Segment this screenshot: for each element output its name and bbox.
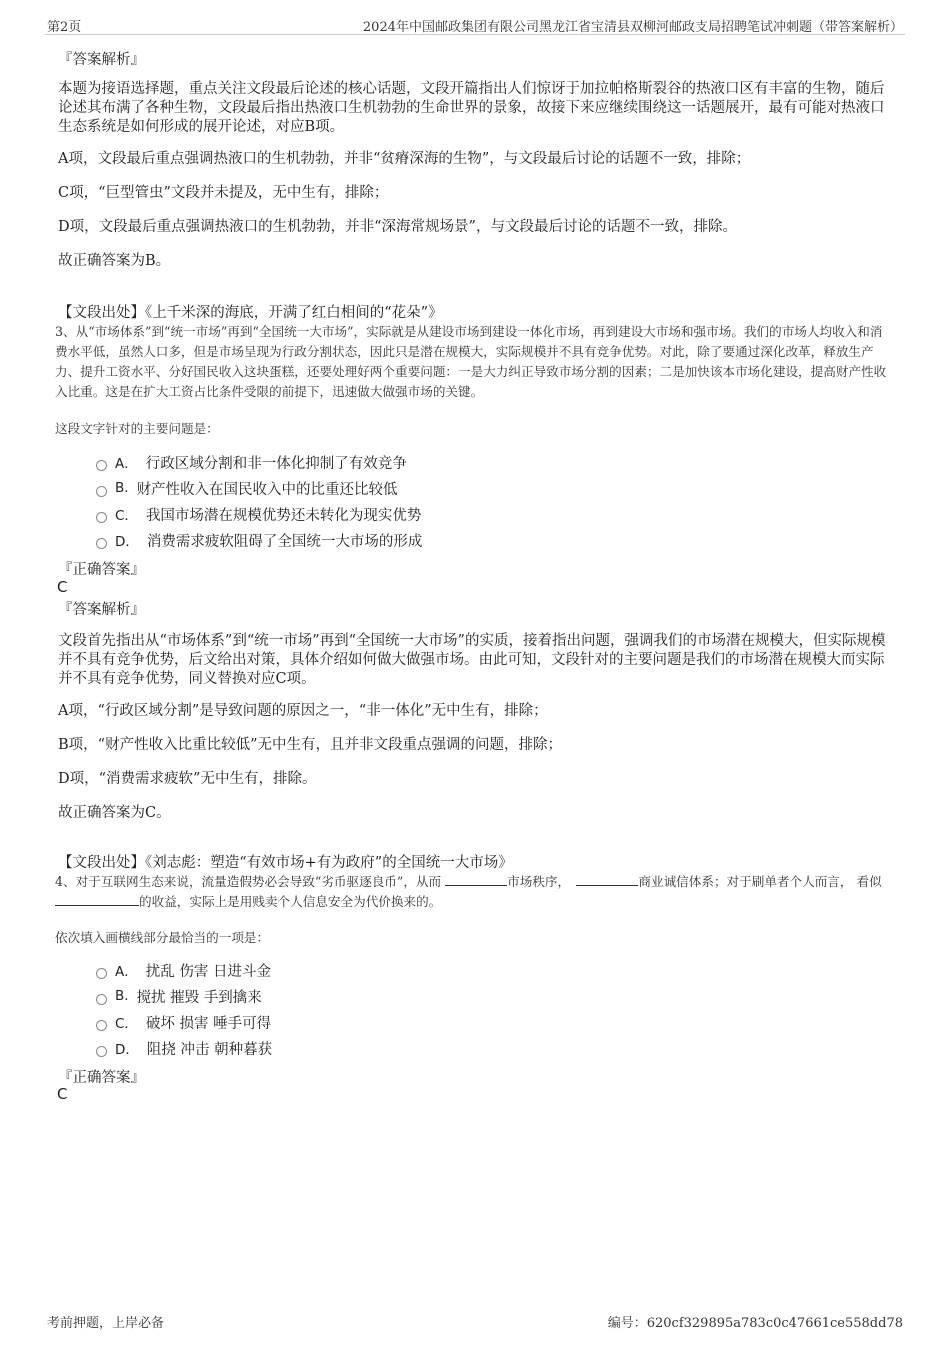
q2-conclusion: 故正确答案为B。	[58, 253, 171, 269]
blank-3[interactable]	[55, 893, 139, 906]
q2-analysis: 本题为接语选择题，重点关注文段最后论述的核心话题，文段开篇指出人们惊讶于加拉帕格斯裂谷的热液口区有丰富的生物，随后论述其布满了各种生物，文段最后指出热液口生机勃勃的生命世界的景象，故接下来应继续围绕这一话题展开，最有可能对热液口生态系统是如何形成的展开论述，对应B项。	[58, 81, 885, 135]
q3-option-a[interactable]: A． 行政区域分割和非一体化抑制了有效竞争	[96, 452, 407, 472]
footer-slogan: 考前押题，上岸必备	[47, 1316, 165, 1331]
page-number: 第2页	[47, 20, 82, 35]
radio-icon[interactable]	[96, 994, 107, 1005]
q3-prompt: 这段文字针对的主要问题是：	[55, 421, 219, 436]
q4-option-c[interactable]: C． 破坏 损害 唾手可得	[96, 1012, 271, 1032]
q4-prompt: 依次填入画横线部分最恰当的一项是：	[55, 930, 270, 945]
document-id: 编号：620cf329895a783c0c47661ce558dd78	[607, 1316, 903, 1331]
radio-icon[interactable]	[96, 1046, 107, 1057]
q3-option-a-analysis: A项，“行政区域分割”是导致问题的原因之一，“非一体化”无中生有，排除；	[58, 703, 548, 719]
q2-analysis-label: 『答案解析』	[58, 52, 145, 68]
q3-answer: C	[57, 578, 68, 596]
q3-passage: 3、从“市场体系”到“统一市场”再到“全国统一大市场”，实际就是从建设市场到建设一体化市场，再到建设大市场和强市场。我们的市场人均收入和消费水平低，虽然人口多，但是市场呈现为行政分割状态，因此只是潜在规模大，实际规模并不具有竞争优势。对此，除了要通过深化改革，释放生产力、提升工资水平、分好国民收入这块蛋糕，还要处理好两个重要问题：一是大力纠正导致市场分割的因素；二是加快该本市场化建设，提高财产性收入比重。这是在扩大工资占比条件受限的前提下，迅速做大做强市场的关键。	[55, 324, 887, 399]
radio-icon[interactable]	[96, 460, 107, 471]
q3-option-c[interactable]: C． 我国市场潜在规模优势还未转化为现实优势	[96, 504, 421, 524]
q4-answer: C	[57, 1085, 68, 1103]
q3-conclusion: 故正确答案为C。	[58, 805, 171, 821]
q3-analysis-label: 『答案解析』	[58, 602, 145, 618]
q2-option-c-analysis: C项，“巨型管虫”文段并未提及，无中生有，排除；	[58, 185, 389, 201]
blank-2[interactable]	[576, 873, 638, 886]
q4-option-d[interactable]: D． 阻挠 冲击 朝种暮获	[96, 1038, 272, 1058]
q2-option-a-analysis: A项，文段最后重点强调热液口的生机勃勃，并非“贫瘠深海的生物”，与文段最后讨论的话题不一致，排除；	[58, 151, 751, 167]
radio-icon[interactable]	[96, 538, 107, 549]
q3-analysis: 文段首先指出从“市场体系”到“统一市场”再到“全国统一大市场”的实质，接着指出问题，强调我们的市场潜在规模大，但实际规模并不具有竞争优势，后文给出对策，具体介绍如何做大做强市场。由此可知，文段针对的主要问题是我们的市场潜在规模大而实际并不具有竞争优势，同义替换对应C项。	[58, 633, 886, 687]
q4-option-a[interactable]: A． 扰乱 伤害 日进斗金	[96, 960, 271, 980]
q4-option-b[interactable]: B. 搅扰 摧毁 手到擒来	[96, 986, 262, 1006]
q4-passage: 4、对于互联网生态来说，流量造假势必会导致“劣币驱逐良币”，从而 市场秩序， 商业诚信体系；对于刷单者个人而言， 看似 的收益，实际上是用贱卖个人信息安全为代价换来的。	[55, 874, 882, 909]
q3-source: 【文段出处】《刘志彪：塑造“有效市场+有为政府”的全国统一大市场》	[58, 854, 513, 871]
q2-option-d-analysis: D项，文段最后重点强调热液口的生机勃勃，并非“深海常规场景”，与文段最后讨论的话题不一致，排除。	[58, 219, 737, 235]
q4-answer-label: 『正确答案』	[58, 1070, 145, 1086]
document-title: 2024年中国邮政集团有限公司黑龙江省宝清县双柳河邮政支局招聘笔试冲刺题（带答案解析）	[362, 20, 903, 35]
q3-option-b-analysis: B项，“财产性收入比重比较低”无中生有，且并非文段重点强调的问题，排除；	[58, 737, 562, 753]
radio-icon[interactable]	[96, 1020, 107, 1031]
radio-icon[interactable]	[96, 486, 107, 497]
q3-answer-label: 『正确答案』	[58, 562, 145, 578]
q3-option-d-analysis: D项，“消费需求疲软”无中生有，排除。	[58, 771, 317, 787]
q2-source: 【文段出处】《上千米深的海底，开满了红白相间的“花朵”》	[58, 304, 443, 321]
radio-icon[interactable]	[96, 512, 107, 523]
q3-option-d[interactable]: D． 消费需求疲软阻碍了全国统一大市场的形成	[96, 530, 422, 550]
q3-option-b[interactable]: B. 财产性收入在国民收入中的比重还比较低	[96, 478, 398, 498]
radio-icon[interactable]	[96, 968, 107, 979]
page-header	[45, 14, 905, 35]
blank-1[interactable]	[445, 873, 507, 886]
